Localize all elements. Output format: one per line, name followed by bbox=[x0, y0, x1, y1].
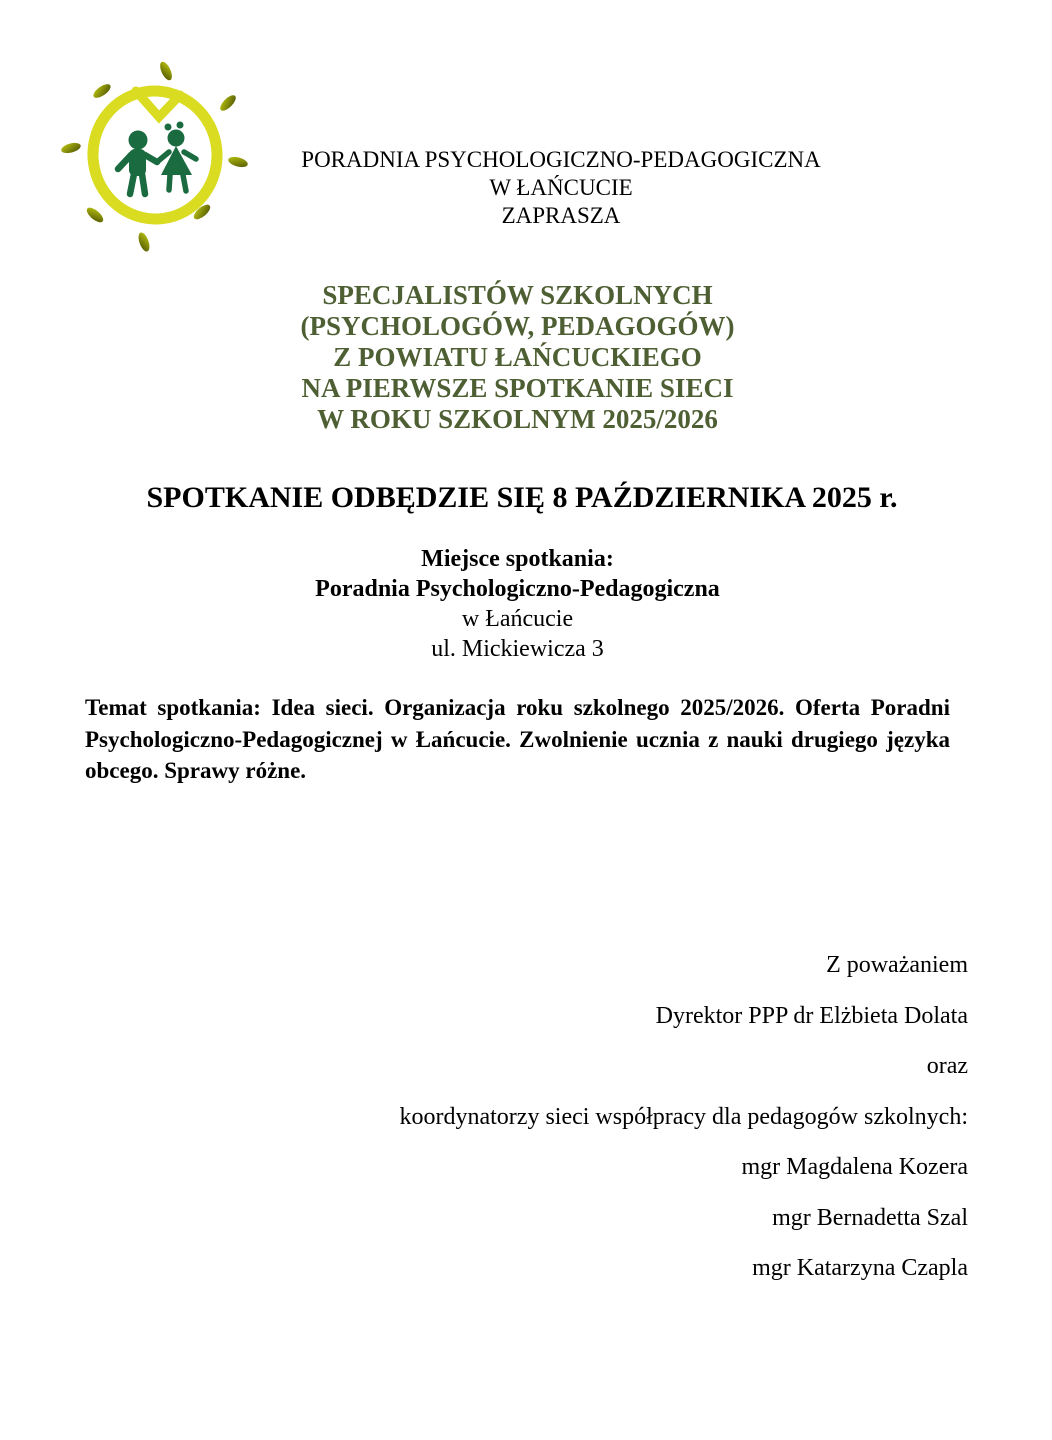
closing-block bbox=[85, 951, 968, 1305]
closing-salutation: Z poważaniem bbox=[826, 952, 968, 978]
meeting-place-street: ul. Mickiewicza 3 bbox=[431, 636, 604, 662]
meeting-place-city: w Łańcucie bbox=[461, 606, 574, 632]
meeting-place-block bbox=[85, 544, 950, 664]
invitation-line-first-meeting: NA PIERWSZE SPOTKANIE SIECI bbox=[301, 373, 734, 403]
institution-invites-label: ZAPRASZA bbox=[501, 203, 621, 228]
invitation-line-school-year: W ROKU SZKOLNYM 2025/2026 bbox=[317, 404, 718, 434]
signature-conjunction: oraz bbox=[926, 1053, 968, 1079]
signature-coordinator-2: mgr Bernadetta Szal bbox=[772, 1204, 968, 1231]
meeting-topic-line-1: Temat spotkania: Idea sieci. Organizacja roku szkolnego 2025/2026. Oferta Poradni bbox=[85, 695, 950, 720]
invitation-line-psychologists: (PSYCHOLOGÓW, PEDAGOGÓW) bbox=[300, 311, 735, 341]
signature-coordinator-1: mgr Magdalena Kozera bbox=[741, 1154, 968, 1180]
meeting-topic-paragraph bbox=[85, 692, 950, 787]
institution-name: PORADNIA PSYCHOLOGICZNO-PEDAGOGICZNA bbox=[301, 147, 821, 172]
meeting-place-name: Poradnia Psychologiczno-Pedagogiczna bbox=[315, 576, 720, 602]
signature-coordinators-label: koordynatorzy sieci współpracy dla pedagogów szkolnych: bbox=[399, 1103, 968, 1130]
invitation-line-specialists: SPECJALISTÓW SZKOLNYCH bbox=[322, 280, 713, 310]
invitation-line-district: Z POWIATU ŁAŃCUCKIEGO bbox=[333, 342, 702, 372]
invitation-heading bbox=[85, 280, 950, 435]
meeting-date-heading: SPOTKANIE ODBĘDZIE SIĘ 8 PAŹDZIERNIKA 2025 r. bbox=[146, 481, 898, 514]
institution-header bbox=[172, 146, 950, 230]
institution-city: W ŁAŃCUCIE bbox=[489, 175, 633, 200]
meeting-place-label: Miejsce spotkania: bbox=[421, 546, 614, 572]
meeting-topic-line-2: Psychologiczno-Pedagogicznej w Łańcucie. Zwolnienie ucznia z nauki drugiego języka bbox=[85, 726, 950, 752]
signature-director: Dyrektor PPP dr Elżbieta Dolata bbox=[655, 1002, 968, 1029]
meeting-topic-line-3: obcego. Sprawy różne. bbox=[85, 758, 307, 783]
signature-coordinator-3: mgr Katarzyna Czapla bbox=[752, 1255, 968, 1281]
